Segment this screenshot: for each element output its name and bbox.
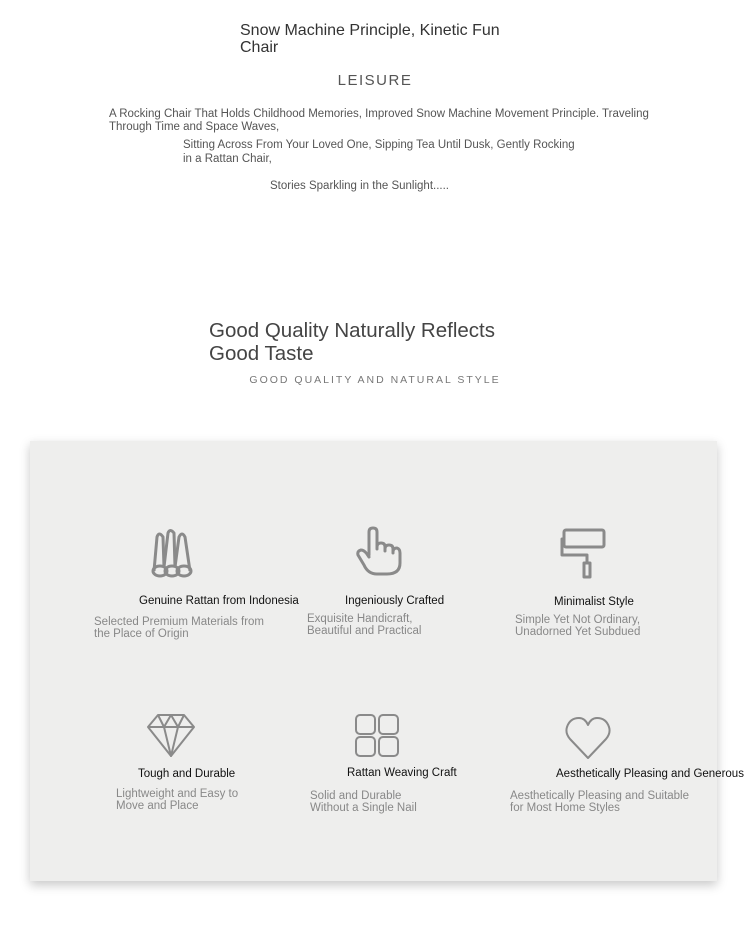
- feature-desc: Simple Yet Not Ordinary, Unadorned Yet Subdued: [515, 614, 641, 638]
- intro-paragraph-2: Sitting Across From Your Loved One, Sipping Tea Until Dusk, Gently Rocking in a Rattan Chair,: [183, 139, 575, 165]
- feature-title: Minimalist Style: [554, 596, 634, 608]
- quality-subtitle: GOOD QUALITY AND NATURAL STYLE: [249, 374, 501, 386]
- intro-subtitle: LEISURE: [337, 72, 413, 89]
- intro-paragraph-3: Stories Sparkling in the Sunlight.....: [270, 180, 449, 192]
- feature-title: Tough and Durable: [138, 768, 236, 780]
- feature-title: Ingeniously Crafted: [345, 595, 445, 607]
- paint-roller-icon: [560, 527, 610, 579]
- rattan-rolls-icon: [146, 527, 196, 579]
- intro-title: Snow Machine Principle, Kinetic Fun Chair: [240, 22, 500, 56]
- hand-pointer-icon: [353, 525, 403, 577]
- feature-title: Rattan Weaving Craft: [347, 767, 457, 779]
- feature-desc: Aesthetically Pleasing and Suitable for Most Home Styles: [510, 790, 690, 814]
- diamond-icon: [146, 711, 196, 763]
- feature-title: Aesthetically Pleasing and Generous: [556, 768, 744, 780]
- feature-desc: Selected Premium Materials from the Place of Origin: [94, 616, 264, 640]
- intro-paragraph-1: A Rocking Chair That Holds Childhood Memories, Improved Snow Machine Movement Principle. Traveling Through Time and Space Waves,: [109, 108, 649, 133]
- feature-title: Genuine Rattan from Indonesia: [139, 595, 299, 607]
- features-panel: [30, 441, 717, 881]
- grid-squares-icon: [353, 711, 403, 763]
- feature-desc: Lightweight and Easy to Move and Place: [116, 788, 239, 812]
- feature-desc: Solid and Durable Without a Single Nail: [310, 790, 417, 814]
- quality-title: Good Quality Naturally Reflects Good Taste: [209, 319, 495, 365]
- feature-desc: Exquisite Handicraft, Beautiful and Practical: [307, 613, 422, 637]
- heart-icon: [564, 714, 614, 766]
